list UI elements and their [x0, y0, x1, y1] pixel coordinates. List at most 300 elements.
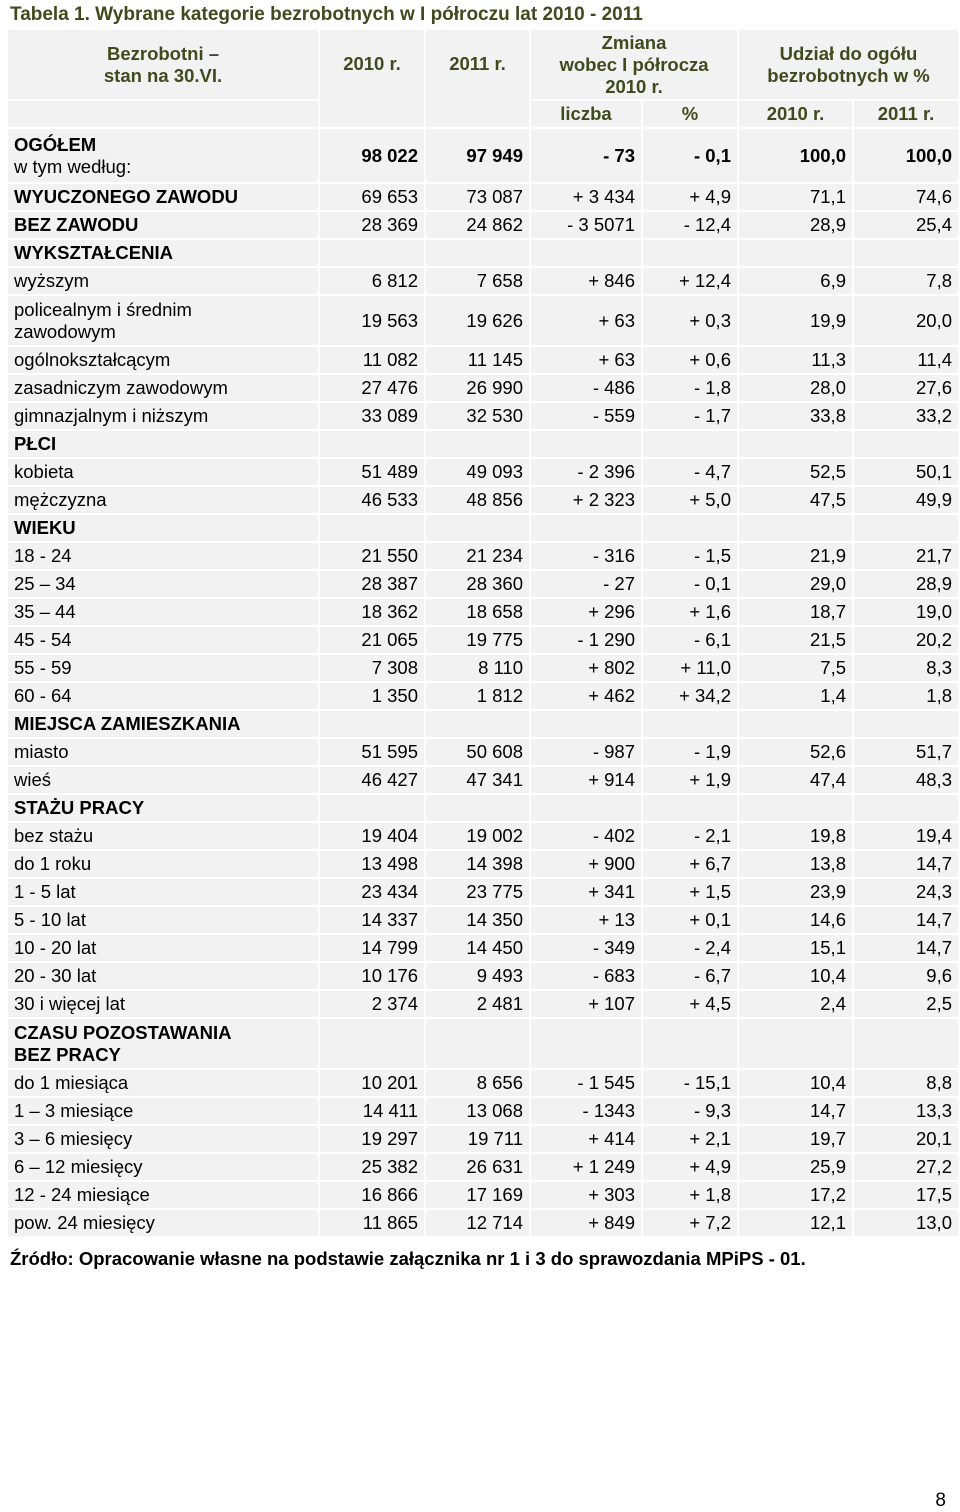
- total-share-2010: 100,0: [739, 129, 852, 182]
- header-share: [739, 30, 958, 99]
- cell-value-2011: 73 087: [426, 184, 529, 210]
- cell-value-2011: 19 626: [426, 296, 529, 345]
- row-label: WYUCZONEGO ZAWODU: [14, 186, 239, 207]
- page-number: 8: [935, 1490, 946, 1511]
- table-row: [8, 431, 958, 457]
- cell-value-2011: 8 110: [426, 655, 529, 681]
- cell-value-2010: 27 476: [320, 375, 424, 401]
- cell-change-pct: - 9,3: [643, 1098, 737, 1124]
- cell-value-2010: 21 065: [320, 627, 424, 653]
- cell-value-2011: 26 990: [426, 375, 529, 401]
- cell-value-2011: [426, 240, 529, 266]
- cell-change-count: + 107: [531, 991, 641, 1017]
- cell-share-2011: 14,7: [854, 851, 958, 877]
- cell-change-count: - 1343: [531, 1098, 641, 1124]
- cell-value-2010: 1 350: [320, 683, 424, 709]
- table-row: [8, 711, 958, 737]
- cell-value-2010: [320, 240, 424, 266]
- cell-share-2011: 49,9: [854, 487, 958, 513]
- row-label: 3 – 6 miesięcy: [14, 1128, 133, 1149]
- cell-value-2011: [426, 431, 529, 457]
- table-title: Tabela 1. Wybrane kategorie bezrobotnych w I półroczu lat 2010 - 2011: [10, 4, 643, 25]
- cell-value-2011: 17 169: [426, 1182, 529, 1208]
- cell-change-pct: - 1,8: [643, 375, 737, 401]
- cell-change-count: [531, 240, 641, 266]
- cell-change-pct: - 15,1: [643, 1070, 737, 1096]
- table-row: [8, 1070, 958, 1096]
- table-row: [8, 403, 958, 429]
- cell-value-2010: 69 653: [320, 184, 424, 210]
- cell-share-2010: 13,8: [739, 851, 852, 877]
- cell-value-2010: 19 563: [320, 296, 424, 345]
- cell-share-2010: 6,9: [739, 268, 852, 294]
- cell-value-2010: 10 201: [320, 1070, 424, 1096]
- cell-change-pct: + 12,4: [643, 268, 737, 294]
- row-label-cell: [8, 935, 318, 961]
- row-label: ogólnokształcącym: [14, 349, 171, 370]
- cell-change-pct: + 1,8: [643, 1182, 737, 1208]
- cell-share-2011: [854, 1019, 958, 1068]
- header-change: [531, 30, 737, 99]
- row-label: wieś: [14, 769, 52, 790]
- row-label-cell: [8, 1210, 318, 1236]
- row-label: miasto: [14, 741, 69, 762]
- cell-value-2011: [426, 795, 529, 821]
- cell-value-2011: 14 398: [426, 851, 529, 877]
- cell-share-2011: 48,3: [854, 767, 958, 793]
- cell-share-2011: 13,0: [854, 1210, 958, 1236]
- cell-value-2010: 23 434: [320, 879, 424, 905]
- total-change-pct: - 0,1: [643, 129, 737, 182]
- cell-change-pct: - 0,1: [643, 571, 737, 597]
- cell-value-2010: 46 427: [320, 767, 424, 793]
- cell-change-count: + 63: [531, 347, 641, 373]
- cell-share-2010: 52,6: [739, 739, 852, 765]
- cell-value-2010: 14 411: [320, 1098, 424, 1124]
- cell-value-2011: 49 093: [426, 459, 529, 485]
- cell-share-2011: 25,4: [854, 212, 958, 238]
- cell-change-count: + 900: [531, 851, 641, 877]
- row-label: MIEJSCA ZAMIESZKANIA: [14, 713, 241, 734]
- cell-value-2011: 28 360: [426, 571, 529, 597]
- cell-value-2011: 8 656: [426, 1070, 529, 1096]
- cell-share-2011: 14,7: [854, 935, 958, 961]
- row-label-cell: [8, 268, 318, 294]
- source-note: Źródło: Opracowanie własne na podstawie załącznika nr 1 i 3 do sprawozdania MPiPS - 01.: [10, 1248, 806, 1269]
- cell-share-2010: 10,4: [739, 1070, 852, 1096]
- header-label-line1: Bezrobotni –: [106, 42, 220, 64]
- header-label-cell: [8, 30, 318, 99]
- cell-change-pct: - 1,5: [643, 543, 737, 569]
- cell-share-2011: 33,2: [854, 403, 958, 429]
- row-label: WIEKU: [14, 517, 76, 538]
- cell-share-2011: 13,3: [854, 1098, 958, 1124]
- row-label-cell: [8, 823, 318, 849]
- cell-share-2010: 47,4: [739, 767, 852, 793]
- cell-change-pct: - 12,4: [643, 212, 737, 238]
- cell-change-count: - 1 290: [531, 627, 641, 653]
- table-row: [8, 1182, 958, 1208]
- cell-share-2010: 1,4: [739, 683, 852, 709]
- header-change-line3: 2010 r.: [605, 75, 663, 97]
- cell-value-2010: 14 799: [320, 935, 424, 961]
- cell-share-2010: 28,0: [739, 375, 852, 401]
- row-label-cell: [8, 240, 318, 266]
- cell-change-pct: - 1,7: [643, 403, 737, 429]
- row-label: 12 - 24 miesiące: [14, 1184, 150, 1205]
- table-row: [8, 935, 958, 961]
- cell-change-pct: [643, 711, 737, 737]
- cell-change-count: + 63: [531, 296, 641, 345]
- cell-share-2011: 7,8: [854, 268, 958, 294]
- cell-share-2010: 14,7: [739, 1098, 852, 1124]
- cell-change-pct: + 34,2: [643, 683, 737, 709]
- cell-change-count: [531, 1019, 641, 1068]
- cell-value-2010: [320, 795, 424, 821]
- cell-change-pct: [643, 1019, 737, 1068]
- cell-change-pct: + 11,0: [643, 655, 737, 681]
- cell-value-2010: 10 176: [320, 963, 424, 989]
- row-label: BEZ ZAWODU: [14, 214, 139, 235]
- cell-change-pct: - 2,4: [643, 935, 737, 961]
- cell-value-2010: 51 489: [320, 459, 424, 485]
- cell-value-2011: 1 812: [426, 683, 529, 709]
- header-label-empty: [8, 101, 318, 127]
- cell-change-pct: + 0,6: [643, 347, 737, 373]
- cell-change-count: - 316: [531, 543, 641, 569]
- cell-value-2011: 19 711: [426, 1126, 529, 1152]
- cell-value-2011: 13 068: [426, 1098, 529, 1124]
- cell-share-2010: 71,1: [739, 184, 852, 210]
- cell-change-pct: + 1,6: [643, 599, 737, 625]
- cell-change-count: + 296: [531, 599, 641, 625]
- row-label-cell: [8, 212, 318, 238]
- cell-share-2010: 7,5: [739, 655, 852, 681]
- cell-change-count: + 1 249: [531, 1154, 641, 1180]
- cell-change-pct: + 4,9: [643, 184, 737, 210]
- table-row: [8, 487, 958, 513]
- row-label-cell: [8, 571, 318, 597]
- cell-value-2011: 18 658: [426, 599, 529, 625]
- cell-value-2010: 14 337: [320, 907, 424, 933]
- cell-value-2010: 19 297: [320, 1126, 424, 1152]
- row-label: do 1 miesiąca: [14, 1072, 129, 1093]
- cell-share-2011: 28,9: [854, 571, 958, 597]
- cell-share-2011: 9,6: [854, 963, 958, 989]
- unemployment-table: [6, 28, 960, 1238]
- cell-share-2011: 27,2: [854, 1154, 958, 1180]
- cell-value-2010: [320, 1019, 424, 1068]
- cell-change-pct: + 6,7: [643, 851, 737, 877]
- cell-share-2011: 8,8: [854, 1070, 958, 1096]
- total-sublabel: w tym według:: [14, 155, 132, 177]
- cell-value-2010: 19 404: [320, 823, 424, 849]
- row-label: policealnym i średnim: [14, 298, 192, 320]
- cell-change-count: + 414: [531, 1126, 641, 1152]
- cell-value-2011: 11 145: [426, 347, 529, 373]
- cell-change-pct: - 1,9: [643, 739, 737, 765]
- row-label-cell: [8, 879, 318, 905]
- row-label-cell: [8, 375, 318, 401]
- table-row: [8, 212, 958, 238]
- table-row: [8, 296, 958, 345]
- table-row: [8, 627, 958, 653]
- table-row: [8, 184, 958, 210]
- cell-change-pct: + 0,3: [643, 296, 737, 345]
- cell-share-2011: 20,0: [854, 296, 958, 345]
- cell-share-2010: 52,5: [739, 459, 852, 485]
- row-label-cell: [8, 431, 318, 457]
- row-label: STAŻU PRACY: [14, 797, 145, 818]
- table-header: [8, 30, 958, 127]
- cell-change-pct: + 4,9: [643, 1154, 737, 1180]
- total-label-cell: [8, 129, 318, 182]
- cell-share-2011: 20,2: [854, 627, 958, 653]
- cell-change-pct: - 2,1: [643, 823, 737, 849]
- cell-change-pct: + 1,5: [643, 879, 737, 905]
- row-label: 55 - 59: [14, 657, 72, 678]
- cell-share-2011: 17,5: [854, 1182, 958, 1208]
- cell-share-2011: 27,6: [854, 375, 958, 401]
- cell-share-2011: 21,7: [854, 543, 958, 569]
- cell-change-count: - 2 396: [531, 459, 641, 485]
- cell-value-2011: 12 714: [426, 1210, 529, 1236]
- row-label-cell: [8, 795, 318, 821]
- cell-value-2010: [320, 515, 424, 541]
- cell-share-2010: 17,2: [739, 1182, 852, 1208]
- cell-share-2010: 47,5: [739, 487, 852, 513]
- header-label-line2: stan na 30.VI.: [103, 64, 223, 86]
- cell-share-2010: 12,1: [739, 1210, 852, 1236]
- cell-share-2010: [739, 1019, 852, 1068]
- cell-change-pct: + 2,1: [643, 1126, 737, 1152]
- row-label-cell: [8, 739, 318, 765]
- table-row: [8, 1098, 958, 1124]
- cell-change-count: - 683: [531, 963, 641, 989]
- table-row: [8, 515, 958, 541]
- row-label-cell: [8, 711, 318, 737]
- cell-share-2010: 18,7: [739, 599, 852, 625]
- table-row: [8, 459, 958, 485]
- row-label: 25 – 34: [14, 573, 76, 594]
- table-row: [8, 1210, 958, 1236]
- cell-share-2011: 11,4: [854, 347, 958, 373]
- row-label: 35 – 44: [14, 601, 76, 622]
- header-share-line2: bezrobotnych w %: [767, 64, 930, 86]
- row-label-cell: [8, 1019, 318, 1068]
- cell-share-2011: 2,5: [854, 991, 958, 1017]
- cell-share-2011: [854, 240, 958, 266]
- table-row: [8, 599, 958, 625]
- header-sub-2011: 2011 r.: [854, 101, 958, 127]
- cell-change-pct: - 4,7: [643, 459, 737, 485]
- cell-change-count: - 3 5071: [531, 212, 641, 238]
- table-row: [8, 543, 958, 569]
- row-label-cell: [8, 347, 318, 373]
- total-label: OGÓŁEM: [14, 133, 97, 155]
- row-label-cell: [8, 543, 318, 569]
- cell-value-2010: 25 382: [320, 1154, 424, 1180]
- row-label-cell: [8, 907, 318, 933]
- cell-value-2010: 11 082: [320, 347, 424, 373]
- row-label-cell: [8, 184, 318, 210]
- table-row: [8, 823, 958, 849]
- table-row: [8, 347, 958, 373]
- cell-share-2011: 1,8: [854, 683, 958, 709]
- header-sub-pct: %: [643, 101, 737, 127]
- cell-value-2010: 28 369: [320, 212, 424, 238]
- row-label: 5 - 10 lat: [14, 909, 86, 930]
- table-row: [8, 851, 958, 877]
- row-label: kobieta: [14, 461, 74, 482]
- cell-share-2011: 19,4: [854, 823, 958, 849]
- cell-share-2011: [854, 795, 958, 821]
- cell-share-2010: 23,9: [739, 879, 852, 905]
- cell-value-2011: 9 493: [426, 963, 529, 989]
- cell-share-2010: 15,1: [739, 935, 852, 961]
- total-2011: 97 949: [426, 129, 529, 182]
- cell-change-count: - 27: [531, 571, 641, 597]
- cell-change-count: + 2 323: [531, 487, 641, 513]
- cell-value-2010: 46 533: [320, 487, 424, 513]
- row-label-cell: [8, 1126, 318, 1152]
- cell-share-2011: 8,3: [854, 655, 958, 681]
- row-label-cell: [8, 487, 318, 513]
- row-label: 10 - 20 lat: [14, 937, 97, 958]
- row-label-cell: [8, 599, 318, 625]
- row-label: 20 - 30 lat: [14, 965, 97, 986]
- cell-value-2011: 48 856: [426, 487, 529, 513]
- row-label: bez stażu: [14, 825, 94, 846]
- row-label: do 1 roku: [14, 853, 92, 874]
- cell-change-count: [531, 795, 641, 821]
- cell-share-2010: [739, 711, 852, 737]
- row-label: 1 – 3 miesiące: [14, 1100, 134, 1121]
- cell-value-2011: 23 775: [426, 879, 529, 905]
- cell-change-pct: [643, 515, 737, 541]
- cell-change-count: + 914: [531, 767, 641, 793]
- cell-value-2011: 47 341: [426, 767, 529, 793]
- table-row: [8, 767, 958, 793]
- cell-value-2011: 14 350: [426, 907, 529, 933]
- cell-share-2010: 11,3: [739, 347, 852, 373]
- cell-change-pct: [643, 431, 737, 457]
- table-row: [8, 655, 958, 681]
- row-label-cell: [8, 655, 318, 681]
- cell-change-count: + 462: [531, 683, 641, 709]
- total-row: [8, 129, 958, 182]
- header-sub-liczba: liczba: [531, 101, 641, 127]
- cell-share-2011: 51,7: [854, 739, 958, 765]
- row-label-cell: [8, 515, 318, 541]
- cell-share-2010: 21,5: [739, 627, 852, 653]
- cell-share-2010: 19,9: [739, 296, 852, 345]
- table-row: [8, 683, 958, 709]
- cell-share-2011: [854, 431, 958, 457]
- cell-share-2010: [739, 795, 852, 821]
- row-label: CZASU POZOSTAWANIA: [14, 1021, 232, 1043]
- cell-share-2011: 19,0: [854, 599, 958, 625]
- cell-share-2011: 20,1: [854, 1126, 958, 1152]
- cell-share-2010: 21,9: [739, 543, 852, 569]
- cell-change-count: [531, 515, 641, 541]
- cell-value-2010: 6 812: [320, 268, 424, 294]
- cell-value-2011: 32 530: [426, 403, 529, 429]
- row-label-cell: [8, 1182, 318, 1208]
- cell-value-2010: 7 308: [320, 655, 424, 681]
- row-label: zasadniczym zawodowym: [14, 377, 228, 398]
- table-row: [8, 571, 958, 597]
- cell-value-2011: 2 481: [426, 991, 529, 1017]
- cell-change-count: + 849: [531, 1210, 641, 1236]
- row-label: mężczyzna: [14, 489, 107, 510]
- cell-change-pct: + 1,9: [643, 767, 737, 793]
- cell-value-2011: 14 450: [426, 935, 529, 961]
- cell-value-2011: [426, 1019, 529, 1068]
- cell-share-2011: 24,3: [854, 879, 958, 905]
- row-label: gimnazjalnym i niższym: [14, 405, 209, 426]
- header-2011: 2011 r.: [426, 30, 529, 127]
- cell-change-pct: + 4,5: [643, 991, 737, 1017]
- table-row: [8, 991, 958, 1017]
- total-2010: 98 022: [320, 129, 424, 182]
- table-row: [8, 879, 958, 905]
- cell-change-count: - 402: [531, 823, 641, 849]
- header-share-line1: Udział do ogółu: [779, 42, 918, 64]
- cell-value-2010: [320, 431, 424, 457]
- cell-share-2011: 50,1: [854, 459, 958, 485]
- row-label-line2: zawodowym: [14, 320, 116, 342]
- cell-share-2010: 14,6: [739, 907, 852, 933]
- cell-value-2011: 21 234: [426, 543, 529, 569]
- row-label-cell: [8, 296, 318, 345]
- row-label-line2: BEZ PRACY: [14, 1043, 121, 1065]
- cell-change-pct: + 5,0: [643, 487, 737, 513]
- cell-share-2010: 19,7: [739, 1126, 852, 1152]
- cell-share-2010: 19,8: [739, 823, 852, 849]
- row-label: 18 - 24: [14, 545, 72, 566]
- cell-value-2011: 50 608: [426, 739, 529, 765]
- cell-change-pct: [643, 240, 737, 266]
- cell-value-2010: 11 865: [320, 1210, 424, 1236]
- row-label: WYKSZTAŁCENIA: [14, 242, 173, 263]
- cell-share-2010: 33,8: [739, 403, 852, 429]
- cell-share-2011: 74,6: [854, 184, 958, 210]
- row-label: pow. 24 miesięcy: [14, 1212, 155, 1233]
- row-label-cell: [8, 459, 318, 485]
- cell-share-2010: [739, 515, 852, 541]
- row-label-cell: [8, 963, 318, 989]
- table-row: [8, 963, 958, 989]
- total-share-2011: 100,0: [854, 129, 958, 182]
- header-change-line1: Zmiana: [601, 31, 667, 53]
- header-2010: 2010 r.: [320, 30, 424, 127]
- cell-change-pct: + 0,1: [643, 907, 737, 933]
- cell-value-2010: 21 550: [320, 543, 424, 569]
- table-row: [8, 375, 958, 401]
- cell-share-2010: [739, 240, 852, 266]
- cell-change-count: + 3 434: [531, 184, 641, 210]
- cell-value-2010: 13 498: [320, 851, 424, 877]
- row-label: 60 - 64: [14, 685, 72, 706]
- cell-value-2010: 28 387: [320, 571, 424, 597]
- table-row: [8, 1126, 958, 1152]
- cell-change-count: - 349: [531, 935, 641, 961]
- cell-value-2011: 7 658: [426, 268, 529, 294]
- row-label-cell: [8, 767, 318, 793]
- cell-share-2010: [739, 431, 852, 457]
- cell-change-count: - 1 545: [531, 1070, 641, 1096]
